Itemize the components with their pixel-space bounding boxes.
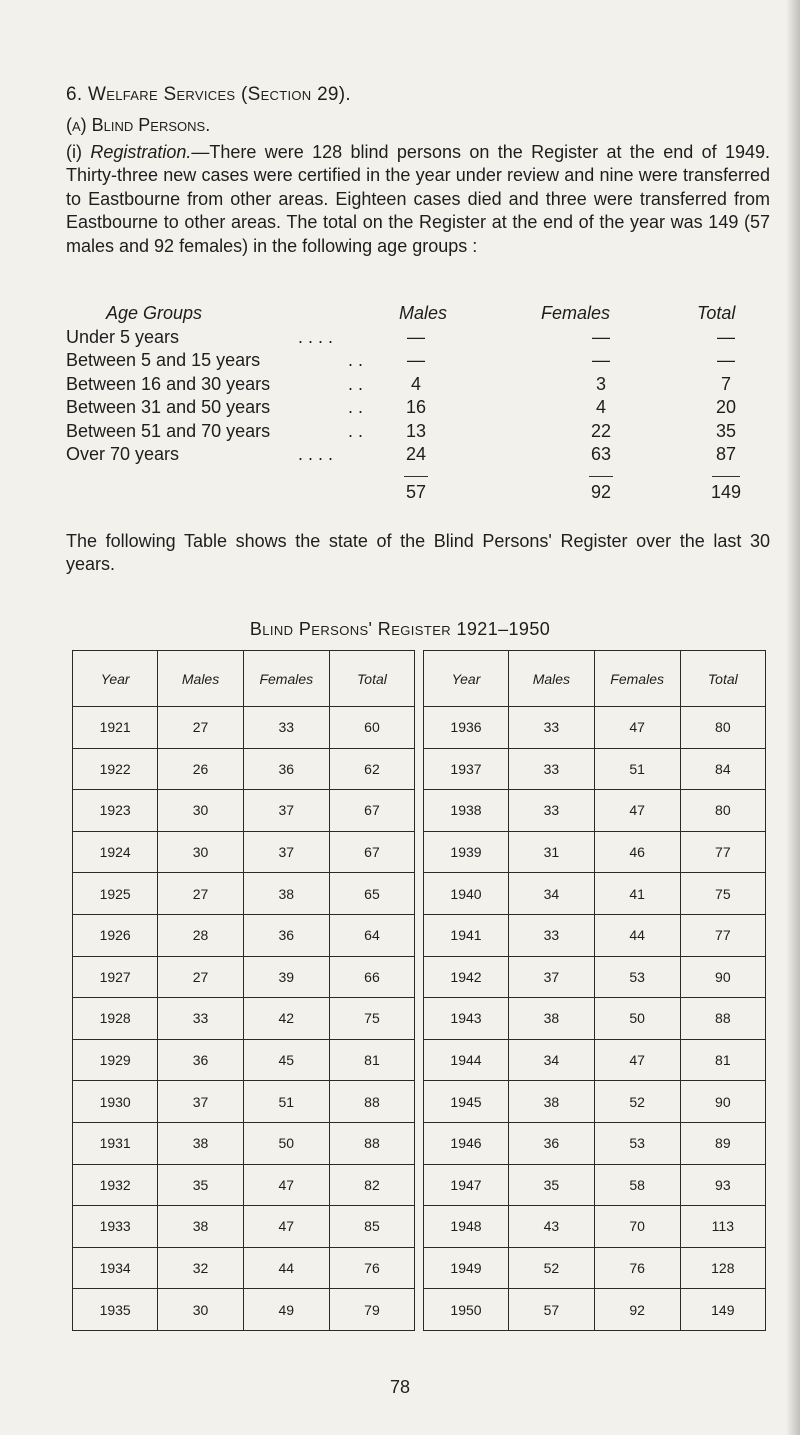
table-row	[73, 1164, 766, 1206]
table-cell: 30	[158, 790, 244, 832]
age-total: 35	[715, 420, 737, 441]
registration-paragraph	[66, 141, 770, 258]
table-row	[73, 1289, 766, 1331]
table-cell: 1933	[73, 1206, 158, 1248]
total-females: 92	[590, 481, 612, 502]
table-cell: 60	[329, 707, 414, 749]
age-totals-row	[66, 482, 776, 506]
column-gap	[415, 1122, 424, 1164]
table-cell: 88	[680, 998, 765, 1040]
table-cell: 53	[594, 1122, 680, 1164]
table-cell: 149	[680, 1289, 765, 1331]
table-cell: 38	[509, 998, 595, 1040]
col-year-2: Year	[423, 651, 508, 707]
table-cell: 1921	[73, 707, 158, 749]
table-row	[73, 707, 766, 749]
sub-title: (a) Blind Persons.	[66, 115, 211, 135]
table-cell: 49	[243, 1289, 329, 1331]
table-cell: 1934	[73, 1247, 158, 1289]
table-cell: 76	[594, 1247, 680, 1289]
table-cell: 1927	[73, 956, 158, 998]
table-cell: 113	[680, 1206, 765, 1248]
table-cell: 81	[329, 1039, 414, 1081]
females-total-rule	[589, 476, 613, 477]
table-cell: 1947	[423, 1164, 508, 1206]
register-body	[73, 707, 766, 1331]
table-cell: 62	[329, 748, 414, 790]
table-row	[73, 1081, 766, 1123]
age-table-header	[66, 303, 776, 327]
age-females: 4	[595, 397, 606, 417]
table-cell: 35	[509, 1164, 595, 1206]
table-cell: 41	[594, 873, 680, 915]
table-cell: 27	[158, 873, 244, 915]
table-cell: 47	[594, 707, 680, 749]
table-cell: 1926	[73, 914, 158, 956]
table-row	[73, 1039, 766, 1081]
table-row	[73, 790, 766, 832]
age-total: 87	[715, 444, 737, 464]
table-cell: 45	[243, 1039, 329, 1081]
table-cell: 1929	[73, 1039, 158, 1081]
age-row	[66, 350, 776, 374]
table-cell: 36	[509, 1122, 595, 1164]
column-gap	[415, 1289, 424, 1331]
table-cell: 80	[680, 707, 765, 749]
table-cell: 33	[509, 748, 595, 790]
table-cell: 50	[594, 998, 680, 1040]
table-cell: 1936	[423, 707, 508, 749]
page-edge-shadow	[786, 0, 800, 1435]
age-males: 16	[405, 397, 427, 417]
table-cell: 92	[594, 1289, 680, 1331]
col-females-2: Females	[594, 651, 680, 707]
table-cell: 93	[680, 1164, 765, 1206]
table-cell: 37	[243, 831, 329, 873]
table-cell: 38	[243, 873, 329, 915]
table-cell: 38	[158, 1206, 244, 1248]
header-females: Females	[541, 303, 611, 323]
total-all: 149	[710, 481, 742, 502]
table-cell: 84	[680, 748, 765, 790]
table-cell: 77	[680, 831, 765, 873]
column-gap	[415, 956, 424, 998]
table-row	[73, 998, 766, 1040]
table-cell: 1930	[73, 1081, 158, 1123]
table-cell: 34	[509, 1039, 595, 1081]
table-cell: 80	[680, 790, 765, 832]
paragraph-italic-lead: Registration.	[90, 142, 192, 162]
table-cell: 58	[594, 1164, 680, 1206]
table-row	[73, 748, 766, 790]
table-row	[73, 1122, 766, 1164]
paragraph-text: —There were 128 blind persons on the Register at the end of 1949. Thirty-three new cases were certified in the year under review and nine were transferred to Eastbourne from other areas. Eighteen cases died and three were transferred from Eastbourne to other areas. The total on the Register at the end of the year was 149 (57 males and 92 females) in the following age groups :	[66, 142, 770, 256]
age-row	[66, 327, 776, 351]
table-cell: 1925	[73, 873, 158, 915]
table-cell: 1943	[423, 998, 508, 1040]
table-cell: 52	[594, 1081, 680, 1123]
table-cell: 33	[509, 790, 595, 832]
table-cell: 57	[509, 1289, 595, 1331]
column-gap	[415, 1081, 424, 1123]
table-cell: 36	[243, 914, 329, 956]
table-cell: 47	[594, 1039, 680, 1081]
age-total: —	[717, 326, 735, 347]
age-row	[66, 397, 776, 421]
table-cell: 33	[509, 914, 595, 956]
page-number: 78	[389, 1377, 411, 1397]
age-males: 24	[405, 444, 427, 464]
table-cell: 66	[329, 956, 414, 998]
col-year: Year	[73, 651, 158, 707]
leader-dots: . . . .	[298, 444, 334, 464]
table-cell: 44	[594, 914, 680, 956]
age-group-label: Under 5 years	[66, 326, 180, 347]
register-header-row	[73, 651, 766, 707]
table-cell: 1939	[423, 831, 508, 873]
table-cell: 1950	[423, 1289, 508, 1331]
header-total: Total	[697, 303, 736, 323]
table-cell: 88	[329, 1122, 414, 1164]
table-cell: 47	[594, 790, 680, 832]
table-cell: 67	[329, 790, 414, 832]
table-cell: 1923	[73, 790, 158, 832]
age-females: —	[592, 326, 610, 347]
grand-total-rule	[712, 476, 740, 477]
col-total-2: Total	[680, 651, 765, 707]
table-cell: 1941	[423, 914, 508, 956]
table-cell: 65	[329, 873, 414, 915]
header-age-groups: Age Groups	[106, 303, 203, 323]
table-cell: 30	[158, 831, 244, 873]
age-total: —	[717, 350, 735, 370]
column-gap	[415, 1206, 424, 1248]
table-cell: 1935	[73, 1289, 158, 1331]
age-row	[66, 374, 776, 398]
table-cell: 1948	[423, 1206, 508, 1248]
table-cell: 1944	[423, 1039, 508, 1081]
table-row	[73, 956, 766, 998]
total-rule-row	[66, 468, 776, 482]
table-cell: 31	[509, 831, 595, 873]
age-females: 22	[590, 420, 612, 441]
col-females: Females	[243, 651, 329, 707]
table-cell: 1931	[73, 1122, 158, 1164]
paragraph-lead: (i)	[66, 142, 91, 162]
column-gap	[415, 1247, 424, 1289]
table-cell: 36	[243, 748, 329, 790]
table-cell: 44	[243, 1247, 329, 1289]
table-cell: 50	[243, 1122, 329, 1164]
table-cell: 33	[243, 707, 329, 749]
table-cell: 51	[243, 1081, 329, 1123]
table-row	[73, 1247, 766, 1289]
age-group-label: Between 16 and 30 years	[66, 373, 271, 394]
age-males: —	[407, 326, 425, 347]
table-cell: 1937	[423, 748, 508, 790]
header-males: Males	[399, 303, 448, 323]
column-gap	[415, 1039, 424, 1081]
table-cell: 1942	[423, 956, 508, 998]
age-row	[66, 421, 776, 445]
age-groups-table	[66, 303, 776, 505]
column-gap	[415, 1164, 424, 1206]
table-cell: 1949	[423, 1247, 508, 1289]
table-cell: 28	[158, 914, 244, 956]
column-gap	[415, 831, 424, 873]
table-cell: 32	[158, 1247, 244, 1289]
table-row	[73, 831, 766, 873]
col-males: Males	[158, 651, 244, 707]
table-cell: 37	[158, 1081, 244, 1123]
section-title: 6. Welfare Services (Section 29).	[66, 84, 352, 105]
table-cell: 75	[680, 873, 765, 915]
table-cell: 64	[329, 914, 414, 956]
age-females: —	[592, 350, 610, 370]
table-cell: 76	[329, 1247, 414, 1289]
register-intro-paragraph: The following Table shows the state of the Blind Persons' Register over the last 30 years.	[66, 531, 770, 575]
col-males-2: Males	[509, 651, 595, 707]
table-cell: 70	[594, 1206, 680, 1248]
table-cell: 43	[509, 1206, 595, 1248]
table-cell: 53	[594, 956, 680, 998]
table-cell: 37	[509, 956, 595, 998]
table-cell: 82	[329, 1164, 414, 1206]
register-table	[72, 650, 766, 1331]
leader-dots: . .	[348, 350, 364, 370]
table-cell: 38	[158, 1122, 244, 1164]
table-cell: 33	[509, 707, 595, 749]
table-cell: 1932	[73, 1164, 158, 1206]
table-cell: 1928	[73, 998, 158, 1040]
table-cell: 1946	[423, 1122, 508, 1164]
column-gap	[415, 914, 424, 956]
age-group-label: Between 51 and 70 years	[66, 420, 271, 441]
table-cell: 27	[158, 956, 244, 998]
age-males: 4	[410, 373, 421, 394]
age-row	[66, 444, 776, 468]
leader-dots: . .	[348, 397, 364, 417]
table-cell: 89	[680, 1122, 765, 1164]
table-cell: 1924	[73, 831, 158, 873]
table-cell: 30	[158, 1289, 244, 1331]
table-cell: 1922	[73, 748, 158, 790]
table-cell: 81	[680, 1039, 765, 1081]
age-females: 63	[590, 444, 612, 464]
table-cell: 1940	[423, 873, 508, 915]
table-cell: 27	[158, 707, 244, 749]
leader-dots: . .	[348, 420, 364, 441]
age-males: 13	[405, 420, 427, 441]
table-cell: 75	[329, 998, 414, 1040]
table-row	[73, 873, 766, 915]
males-total-rule	[404, 476, 428, 477]
leader-dots: . . . .	[298, 326, 334, 347]
column-gap	[415, 651, 424, 707]
age-group-label: Between 5 and 15 years	[66, 350, 261, 370]
table-cell: 36	[158, 1039, 244, 1081]
table-cell: 67	[329, 831, 414, 873]
table-cell: 47	[243, 1164, 329, 1206]
table-cell: 77	[680, 914, 765, 956]
table-cell: 128	[680, 1247, 765, 1289]
age-group-label: Between 31 and 50 years	[66, 397, 271, 417]
table-cell: 33	[158, 998, 244, 1040]
table-cell: 52	[509, 1247, 595, 1289]
table-cell: 38	[509, 1081, 595, 1123]
column-gap	[415, 707, 424, 749]
table-cell: 1945	[423, 1081, 508, 1123]
col-total: Total	[329, 651, 414, 707]
column-gap	[415, 998, 424, 1040]
table-cell: 79	[329, 1289, 414, 1331]
table-cell: 90	[680, 956, 765, 998]
leader-dots: . .	[348, 373, 364, 394]
table-cell: 46	[594, 831, 680, 873]
table-row	[73, 914, 766, 956]
table-cell: 39	[243, 956, 329, 998]
total-males: 57	[405, 481, 427, 502]
table-cell: 88	[329, 1081, 414, 1123]
table-row	[73, 1206, 766, 1248]
column-gap	[415, 748, 424, 790]
table-cell: 37	[243, 790, 329, 832]
age-females: 3	[595, 373, 606, 394]
column-gap	[415, 790, 424, 832]
table-cell: 35	[158, 1164, 244, 1206]
column-gap	[415, 873, 424, 915]
age-total: 20	[715, 397, 737, 417]
table-cell: 51	[594, 748, 680, 790]
table-cell: 47	[243, 1206, 329, 1248]
table-cell: 90	[680, 1081, 765, 1123]
age-total: 7	[720, 373, 731, 394]
register-title: Blind Persons' Register 1921–1950	[249, 619, 551, 639]
table-cell: 26	[158, 748, 244, 790]
table-cell: 1938	[423, 790, 508, 832]
age-group-label: Over 70 years	[66, 444, 180, 464]
table-cell: 34	[509, 873, 595, 915]
table-cell: 85	[329, 1206, 414, 1248]
table-cell: 42	[243, 998, 329, 1040]
age-males: —	[407, 350, 425, 370]
